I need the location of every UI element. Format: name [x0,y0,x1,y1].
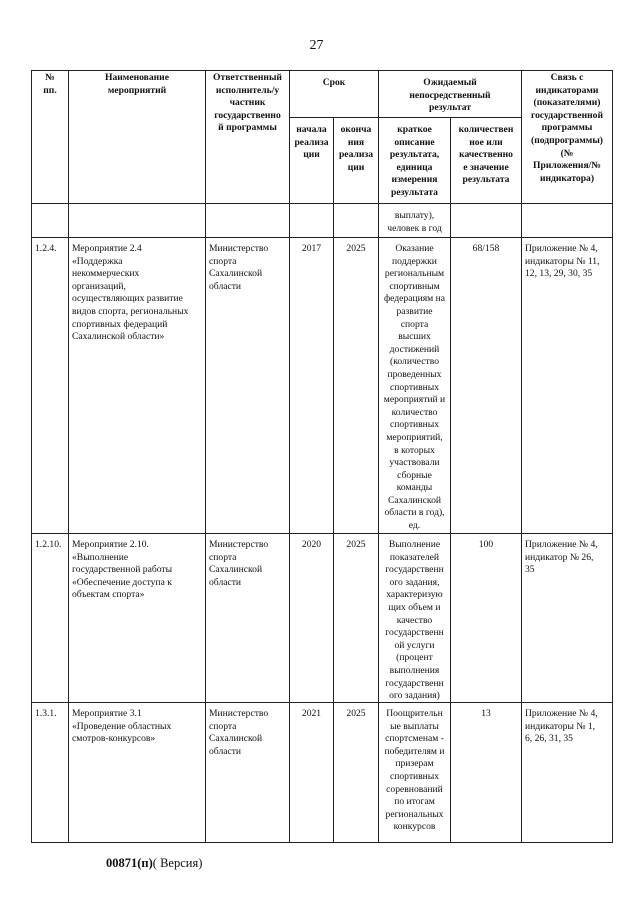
header-expected-qty: количествен ное или качественно е значение результата [450,117,522,204]
end-year: 2025 [333,533,379,703]
page-number: 27 [309,38,324,53]
header-term-start: начала реализа ции [289,117,334,204]
row-number: 1.2.10. [31,533,69,703]
header-link: Связь с индикаторами (показателями) государственной программы (подпрограммы) (№ Приложения/№ индикатора) [521,70,613,204]
indicator-link: Приложение № 4, индикатор № 26, 35 [521,533,613,703]
executor: Министерство спорта Сахалинской области [205,702,290,843]
table-cell [450,203,522,238]
activity-name: Мероприятие 3.1 «Проведение областных смотров-конкурсов» [68,702,206,843]
start-year: 2020 [289,533,334,703]
table-cell [31,203,69,238]
activity-name: Мероприятие 2.4 «Поддержка некоммерческих организаций, осуществляющих развитие видов спорта, региональных спортивных федераций Сахалинской области» [68,237,206,534]
header-no: № пп. [31,70,69,204]
activity-name: Мероприятие 2.10. «Выполнение государственной работы «Обеспечение доступа к объектам спорта» [68,533,206,703]
table-cell [205,203,290,238]
result-description: Выполнение показателей государственн ого задания, характеризую щих объем и качество государственн ой услуги (процент выполнения государственн ого задания) [378,533,451,703]
document-code: 00871(п) [106,856,153,870]
document-version: ( Версия) [152,856,203,870]
indicator-link: Приложение № 4, индикаторы № 1, 6, 26, 31, 35 [521,702,613,843]
table-cell: выплату), человек в год [378,203,451,238]
header-name: Наименование мероприятий [68,70,206,204]
header-expected: Ожидаемый непосредственный результат [378,70,522,118]
result-value: 68/158 [450,237,522,534]
result-value: 13 [450,702,522,843]
executor: Министерство спорта Сахалинской области [205,533,290,703]
document-footer [106,856,202,871]
result-description: Поощрительн ые выплаты спортсменам - победителям и призерам спортивных соревнований по итогам региональных конкурсов [378,702,451,843]
start-year: 2017 [289,237,334,534]
header-executor: Ответственный исполнитель/у частник государственно й программы [205,70,290,204]
start-year: 2021 [289,702,334,843]
header-term: Срок [289,70,379,118]
end-year: 2025 [333,237,379,534]
activities-table [31,70,613,843]
table-cell [333,203,379,238]
executor: Министерство спорта Сахалинской области [205,237,290,534]
table-cell [289,203,334,238]
header-expected-short: краткое описание результата, единица измерения результата [378,117,451,204]
indicator-link: Приложение № 4, индикаторы № 11, 12, 13, 29, 30, 35 [521,237,613,534]
row-number: 1.3.1. [31,702,69,843]
table-cell [68,203,206,238]
row-number: 1.2.4. [31,237,69,534]
header-term-end: оконча ния реализа ции [333,117,379,204]
result-value: 100 [450,533,522,703]
end-year: 2025 [333,702,379,843]
result-description: Оказание поддержки региональным спортивным федерациям на развитие спорта высших достижений (количество проведенных спортивных мероприятий и количество спортивных мероприятий, в которых участвовали сборные команды Сахалинской области в год), ед. [378,237,451,534]
table-cell [521,203,613,238]
